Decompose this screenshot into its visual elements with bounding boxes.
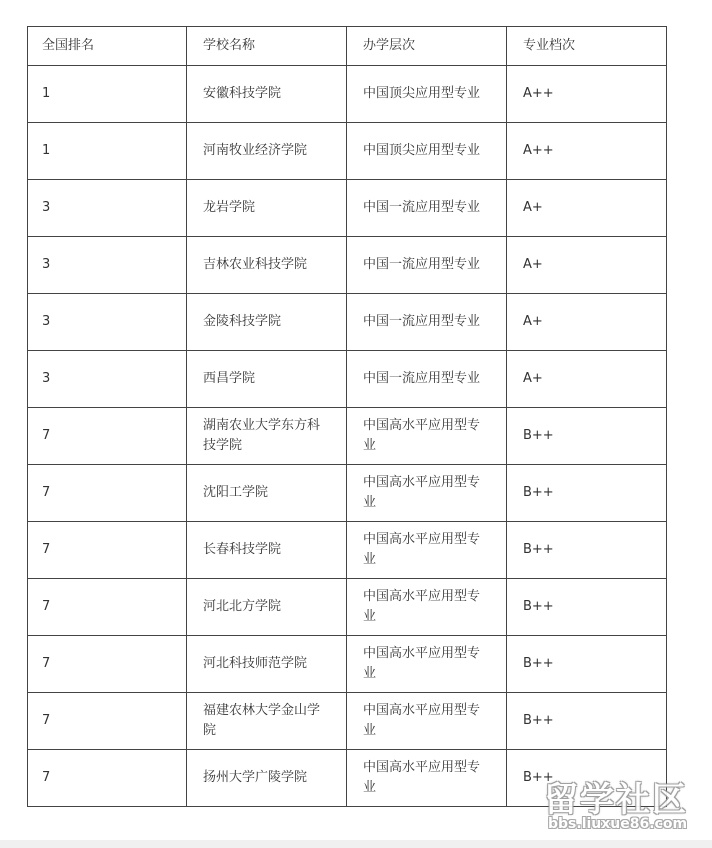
cell-rank: 7 — [28, 693, 187, 750]
table-row — [28, 465, 667, 522]
cell-level: 中国顶尖应用型专业 — [347, 66, 507, 123]
cell-school: 河北科技师范学院 — [187, 636, 347, 693]
cell-grade: B++ — [507, 408, 667, 465]
table-row — [28, 750, 667, 807]
ranking-table — [27, 26, 667, 807]
cell-grade: A++ — [507, 66, 667, 123]
table-body — [28, 66, 667, 807]
cell-level: 中国顶尖应用型专业 — [347, 123, 507, 180]
cell-rank: 1 — [28, 66, 187, 123]
cell-level: 中国高水平应用型专业 — [347, 465, 507, 522]
cell-school: 湖南农业大学东方科技学院 — [187, 408, 347, 465]
header-grade: 专业档次 — [507, 27, 667, 66]
cell-grade: A+ — [507, 294, 667, 351]
bottom-strip — [0, 840, 712, 848]
cell-school: 西昌学院 — [187, 351, 347, 408]
cell-grade: B++ — [507, 522, 667, 579]
table-row — [28, 351, 667, 408]
table-row — [28, 237, 667, 294]
cell-rank: 3 — [28, 351, 187, 408]
cell-school: 福建农林大学金山学院 — [187, 693, 347, 750]
cell-grade: A+ — [507, 351, 667, 408]
cell-school: 安徽科技学院 — [187, 66, 347, 123]
cell-grade: B++ — [507, 465, 667, 522]
cell-rank: 7 — [28, 750, 187, 807]
cell-school: 沈阳工学院 — [187, 465, 347, 522]
table-header-row — [28, 27, 667, 66]
header-school: 学校名称 — [187, 27, 347, 66]
cell-grade: B++ — [507, 693, 667, 750]
table-row — [28, 123, 667, 180]
cell-level: 中国一流应用型专业 — [347, 237, 507, 294]
table-row — [28, 579, 667, 636]
cell-grade: A+ — [507, 180, 667, 237]
cell-school: 金陵科技学院 — [187, 294, 347, 351]
cell-school: 长春科技学院 — [187, 522, 347, 579]
cell-school: 河北北方学院 — [187, 579, 347, 636]
cell-school: 龙岩学院 — [187, 180, 347, 237]
header-rank: 全国排名 — [28, 27, 187, 66]
cell-level: 中国一流应用型专业 — [347, 180, 507, 237]
cell-grade: B++ — [507, 750, 667, 807]
cell-level: 中国高水平应用型专业 — [347, 408, 507, 465]
table-row — [28, 408, 667, 465]
cell-level: 中国高水平应用型专业 — [347, 750, 507, 807]
cell-level: 中国高水平应用型专业 — [347, 522, 507, 579]
cell-grade: A+ — [507, 237, 667, 294]
cell-school: 扬州大学广陵学院 — [187, 750, 347, 807]
cell-rank: 3 — [28, 294, 187, 351]
table-row — [28, 180, 667, 237]
cell-rank: 3 — [28, 237, 187, 294]
cell-grade: A++ — [507, 123, 667, 180]
table-row — [28, 294, 667, 351]
watermark-title: 留学社区 — [544, 780, 688, 820]
table-row — [28, 693, 667, 750]
table-row — [28, 522, 667, 579]
cell-rank: 7 — [28, 636, 187, 693]
table-row — [28, 636, 667, 693]
cell-level: 中国一流应用型专业 — [347, 351, 507, 408]
cell-level: 中国高水平应用型专业 — [347, 693, 507, 750]
table-row — [28, 66, 667, 123]
cell-level: 中国一流应用型专业 — [347, 294, 507, 351]
cell-grade: B++ — [507, 636, 667, 693]
cell-rank: 1 — [28, 123, 187, 180]
cell-level: 中国高水平应用型专业 — [347, 636, 507, 693]
cell-grade: B++ — [507, 579, 667, 636]
cell-rank: 7 — [28, 522, 187, 579]
cell-rank: 7 — [28, 579, 187, 636]
cell-school: 河南牧业经济学院 — [187, 123, 347, 180]
cell-rank: 7 — [28, 408, 187, 465]
header-level: 办学层次 — [347, 27, 507, 66]
cell-level: 中国高水平应用型专业 — [347, 579, 507, 636]
cell-school: 吉林农业科技学院 — [187, 237, 347, 294]
cell-rank: 7 — [28, 465, 187, 522]
cell-rank: 3 — [28, 180, 187, 237]
watermark-url: bbs.liuxue86.com — [548, 816, 688, 832]
